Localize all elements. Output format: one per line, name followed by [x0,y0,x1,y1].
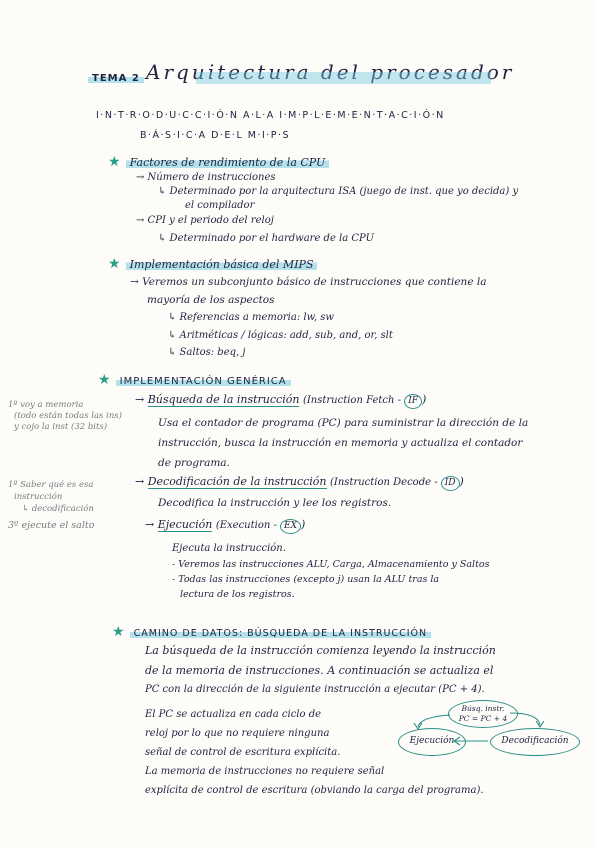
exec-line-1: Ejecuta la instrucción. [172,543,286,554]
margin-note-1a: 1º voy a memoria [8,400,84,410]
s4-line-3: PC con la dirección de la siguiente instrucción a ejecutar (PC + 4). [145,684,485,695]
s2-line-5: ↳ Saltos: beq, j [168,347,246,358]
s4-line-5: reloj por lo que no requiere ninguna [145,728,330,739]
intro-line-1: I·N·T·R·O·D·U·C·C·I·Ó·N A·L·A I·M·P·L·E·M·E·N·T·A·C·I·Ó·N [96,110,445,121]
tema-label: TEMA 2 [88,66,144,85]
fetch-line-3: de programa. [158,457,230,469]
decode-title: Decodificación de la instrucción [147,475,327,488]
s2-line-2: mayoría de los aspectos [147,294,275,306]
s2-line-4: ↳ Aritméticas / lógicas: add, sub, and, or, slt [168,330,393,341]
fetch-line-1: Usa el contador de programa (PC) para suministrar la dirección de la [158,417,529,429]
section-4-heading [112,621,431,640]
fetch-tag: IF [404,394,422,409]
s1-line-2: ↳ Determinado por la arquitectura ISA (juego de inst. que yo decida) y [158,186,519,197]
margin-note-1b: (todo están todas las ins) [14,411,122,421]
margin-note-1c: y cojo la inst (32 bits) [14,422,108,432]
section-3-heading [98,369,291,388]
s1-line-4: → CPI y el periodo del reloj [136,215,274,226]
decode-heading: → Decodificación de la instrucción (Instruction Decode - ID ) [135,475,464,491]
margin-note-2a: 1º Saber qué es esa [8,480,94,490]
decode-line-1: Decodifica la instrucción y lee los registros. [158,497,392,509]
title-text: Arquitectura del procesador [146,60,515,84]
cycle-node-fetch [448,700,518,728]
cycle-node-exec [398,728,466,756]
fetch-line-2: instrucción, busca la instrucción en memoria y actualiza el contador [158,437,523,449]
section-4-title: CAMINO DE DATOS: BÚSQUEDA DE LA INSTRUCCIÓN [130,628,431,639]
exec-heading: → Ejecución (Execution - EX ) [145,518,305,534]
margin-note-2c: ↳ decodificación [22,504,94,514]
section-1-title: Factores de rendimiento de la CPU [126,156,330,169]
margin-note-2b: instrucción [14,492,63,502]
exec-node-label: Ejecución [409,736,455,746]
margin-note-3: 3º ejecute el salto [8,520,95,531]
fetch-paren: (Instruction Fetch - [302,395,405,406]
fetch-heading: → Búsqueda de la instrucción (Instruction Fetch - IF ) [135,393,426,409]
s2-line-1: → Veremos un subconjunto básico de instrucciones que contiene la [130,276,487,288]
s2-line-3: ↳ Referencias a memoria: lw, sw [168,312,334,323]
exec-line-3: - Todas las instrucciones (excepto j) usan la ALU tras la [172,574,440,585]
section-1-heading [108,151,329,170]
s4-line-4: El PC se actualiza en cada ciclo de [145,709,322,720]
star-icon: ★ [98,372,111,388]
s1-line-3: el compilador [185,200,255,211]
title-highlight [196,72,491,84]
fetch-node-line-2: PC = PC + 4 [458,714,508,723]
exec-paren: (Execution - [215,520,281,531]
section-2-heading [108,253,317,272]
exec-line-2: - Veremos las instrucciones ALU, Carga, Almacenamiento y Saltos [172,559,490,570]
star-icon: ★ [108,154,121,170]
intro-line-2: B·Á·S·I·C·A D·E·L M·I·P·S [140,130,291,141]
star-icon: ★ [112,624,125,640]
s4-line-1: La búsqueda de la instrucción comienza leyendo la instrucción [145,644,496,657]
s1-line-5: ↳ Determinado por el hardware de la CPU [158,233,375,244]
decode-tag: ID [441,476,460,491]
s4-line-7: La memoria de instrucciones no requiere señal [145,766,385,777]
fetch-title: Búsqueda de la instrucción [147,393,300,406]
section-2-title: Implementación básica del MIPS [126,258,318,271]
s1-line-1: → Número de instrucciones [136,172,276,183]
section-3-title: IMPLEMENTACIÓN GENÉRICA [116,376,291,387]
decode-paren: (Instruction Decode - [330,477,441,488]
cycle-node-decode [490,728,580,756]
s4-line-6: señal de control de escritura explícita. [145,747,341,758]
exec-tag: EX [280,519,301,534]
exec-line-4: lectura de los registros. [180,589,295,600]
exec-title: Ejecución [157,518,213,531]
star-icon: ★ [108,256,121,272]
s4-line-2: de la memoria de instrucciones. A continuación se actualiza el [145,664,494,677]
decode-node-label: Decodificación [501,736,569,746]
fetch-node-line-1: Búsq. instr. [461,704,505,713]
s4-line-8: explícita de control de escritura (obviando la carga del programa). [145,785,484,796]
